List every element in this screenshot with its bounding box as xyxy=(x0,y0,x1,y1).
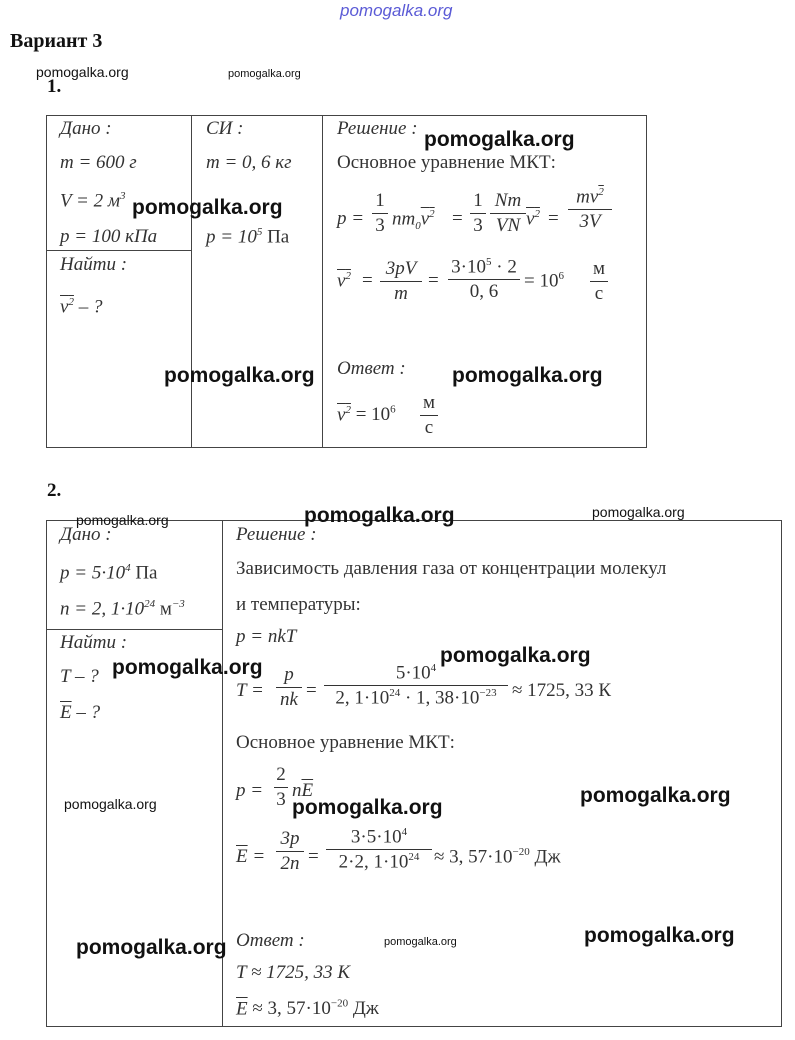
p2-eqT-eq: = xyxy=(306,680,317,701)
p2-text-dependency: Зависимость давления газа от концентрации молекул xyxy=(236,558,667,579)
watermark: pomogalka.org xyxy=(228,68,301,80)
p1-eq1-frac2: 1 3 xyxy=(470,190,486,237)
p1-given-mass: m = 600 г xyxy=(60,152,137,173)
problem-2-number: 2. xyxy=(47,480,62,501)
watermark: pomogalka.org xyxy=(64,796,157,812)
watermark: pomogalka.org xyxy=(164,364,315,387)
p2-otvet-label: Ответ : xyxy=(236,930,305,951)
p2-reshenie-label: Решение : xyxy=(236,524,317,545)
table1-given-separator xyxy=(46,250,192,251)
watermark: pomogalka.org xyxy=(584,924,735,947)
watermark: pomogalka.org xyxy=(76,512,169,528)
p2-eqT-lhs: T = xyxy=(236,680,264,701)
p2-eq-pnkt: p = nkT xyxy=(236,626,297,647)
p2-answer-T: T ≈ 1725, 33 К xyxy=(236,962,351,983)
p2-eqT-frac2: $5\cdot 10^4$ 2, $1\cdot 10^{24} \cdot 1$, $38\cdot 10^{-23}$ xyxy=(324,662,508,710)
p1-eq2-unit: м с xyxy=(590,258,608,305)
p2-find-T: T – ? xyxy=(60,666,99,687)
p2-eqP-rest: $n\overline{E}$ xyxy=(292,780,314,801)
p1-eq1-frac1: 1 3 xyxy=(372,190,388,237)
p1-mkt-line: Основное уравнение МКТ: xyxy=(337,152,556,173)
table1-bottom-border xyxy=(46,447,647,448)
watermark: pomogalka.org xyxy=(304,504,455,527)
p1-eq2-frac2: $3\cdot 10^5 \cdot 2$ 0, 6 xyxy=(448,256,520,303)
watermark: pomogalka.org xyxy=(424,128,575,151)
table2-bottom-border xyxy=(46,1026,782,1027)
p1-si-mass: m = 0, 6 кг xyxy=(206,152,292,173)
p2-eqE-frac2: $3\cdot 5\cdot 10^4$ 2·2, $1\cdot 10^{24}$ xyxy=(326,826,432,874)
p2-text-temperature: и температуры: xyxy=(236,594,361,615)
p1-eq1-frac3: Nm VN xyxy=(490,190,526,237)
p1-find: $\overline{v}^2$ – ? xyxy=(60,296,103,318)
variant-title: Вариант 3 xyxy=(10,30,103,52)
p2-find-E: $\overline{E}$ – ? xyxy=(60,702,101,723)
problem-1-number: 1. xyxy=(47,76,62,97)
p1-eq1-eq: = xyxy=(452,208,463,229)
p2-eqE-frac1: 3p 2n xyxy=(276,828,304,875)
watermark: pomogalka.org xyxy=(76,936,227,959)
p1-eq2-frac1: 3pV m xyxy=(380,258,422,305)
p1-answer-unit: м с xyxy=(420,392,438,439)
watermark: pomogalka.org xyxy=(292,796,443,819)
p2-answer-E: $\overline{E} \approx 3$, $57\cdot 10^{-20}$ Дж xyxy=(236,998,379,1020)
p2-text-mkt: Основное уравнение МКТ: xyxy=(236,732,455,753)
p1-reshenie-label: Решение : xyxy=(337,118,418,139)
p1-eq2-lhs: $\overline{v}^2$ xyxy=(337,270,351,292)
p2-dano-label: Дано : xyxy=(60,524,112,545)
p2-given-concentration: n = 2, $1\cdot 10^{24}$ $м^{-3}$ xyxy=(60,598,185,620)
table1-left-border xyxy=(46,115,47,448)
watermark: pomogalka.org xyxy=(440,644,591,667)
p2-eqE-lhs: $\overline{E}$ = xyxy=(236,846,266,867)
watermark: pomogalka.org xyxy=(592,504,685,520)
p2-eqE-eq: = xyxy=(308,846,319,867)
p1-eq2-eq-b: = xyxy=(428,270,439,291)
p2-eqT-frac1: p nk xyxy=(276,664,302,711)
p2-given-pressure: $p = 5\cdot 10^4$ Па xyxy=(60,562,158,584)
p1-naiti-label: Найти : xyxy=(60,254,128,275)
p2-eqP-frac: 2 3 xyxy=(274,764,288,811)
table1-top-border xyxy=(46,115,647,116)
p1-si-label: СИ : xyxy=(206,118,244,139)
watermark: pomogalka.org xyxy=(384,936,457,948)
p1-eq2-eq: = xyxy=(362,270,373,291)
p1-answer: $\overline{v}^2 = 10^6$ xyxy=(337,404,396,426)
p1-eq1-mid: $nm_0\overline{v}^2$ xyxy=(392,208,435,233)
watermark: pomogalka.org xyxy=(452,364,603,387)
table2-left-border xyxy=(46,520,47,1027)
p1-eq1-frac4: $mv^2$ 3V xyxy=(568,186,612,233)
table2-given-separator xyxy=(46,629,223,630)
p1-otvet-label: Ответ : xyxy=(337,358,406,379)
p2-eqP-lhs: p = xyxy=(236,780,264,801)
p1-eq1-eq2: = xyxy=(548,208,559,229)
p1-eq1-lhs: p = xyxy=(337,208,365,229)
p1-si-pressure: $p = 10^5$ Па xyxy=(206,226,290,248)
p1-given-pressure: p = 100 кПа xyxy=(60,226,158,247)
p1-eq2-result: = $10^6$ xyxy=(524,270,564,292)
top-watermark[interactable]: pomogalka.org xyxy=(340,1,453,20)
p2-eqT-result: ≈ 1725, 33 К xyxy=(512,680,612,701)
table2-right-border xyxy=(781,520,782,1027)
watermark: pomogalka.org xyxy=(132,196,283,219)
p2-eqE-result: ≈ 3, $57\cdot 10^{-20}$ Дж xyxy=(434,846,561,868)
p1-dano-label: Дано : xyxy=(60,118,112,139)
watermark: pomogalka.org xyxy=(112,656,263,679)
table1-divider-2 xyxy=(322,115,323,448)
watermark: pomogalka.org xyxy=(580,784,731,807)
p2-naiti-label: Найти : xyxy=(60,632,128,653)
p1-eq1-v2: $\overline{v}^2$ xyxy=(526,208,540,230)
table1-divider-1 xyxy=(191,115,192,448)
p1-given-volume: V = 2 $м^3$ xyxy=(60,190,126,212)
table1-right-border xyxy=(646,115,647,448)
watermark: pomogalka.org xyxy=(36,64,129,80)
